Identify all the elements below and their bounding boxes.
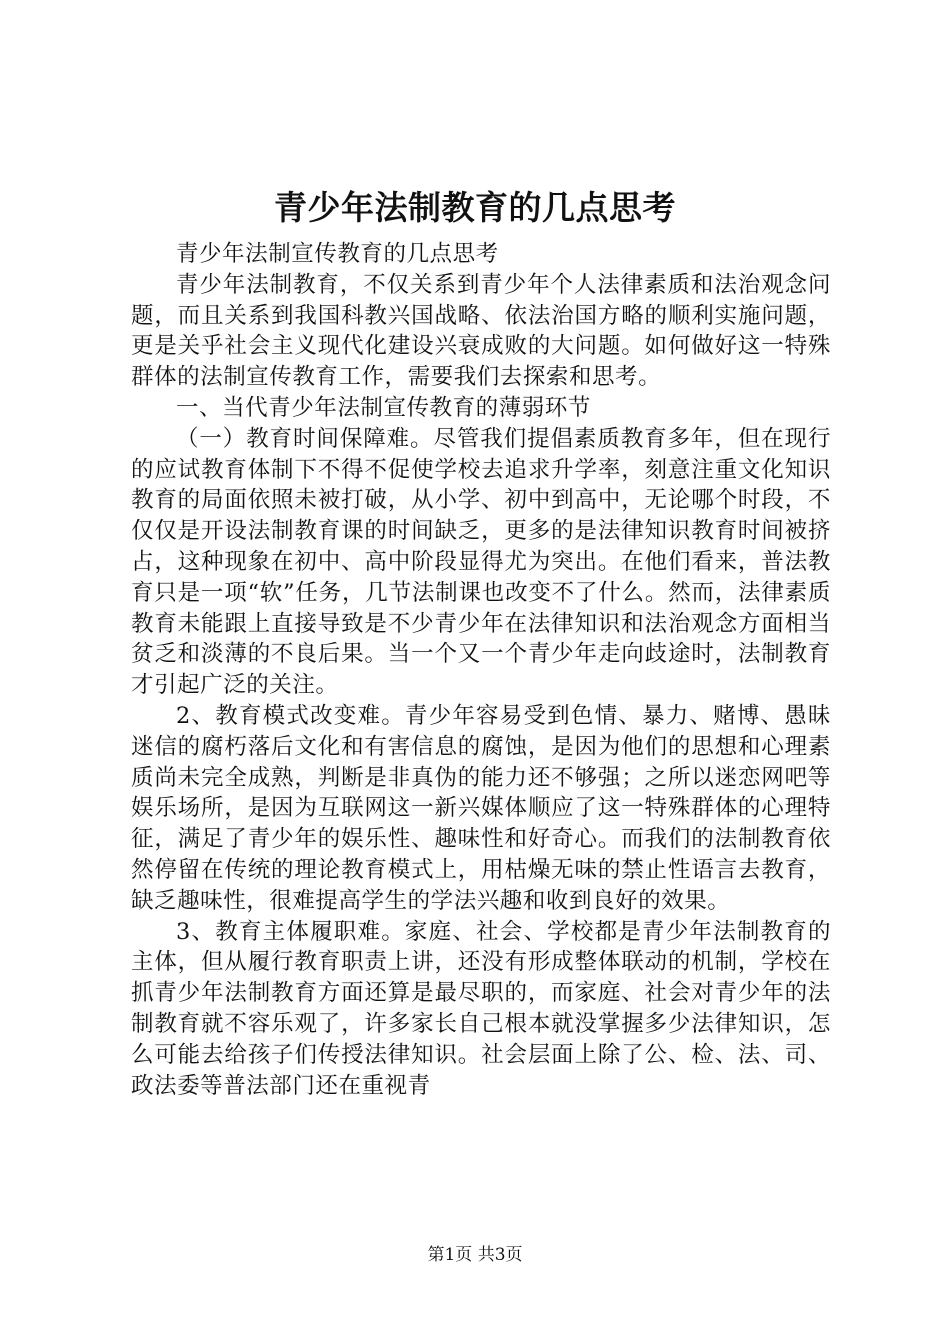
document-body <box>131 239 831 1101</box>
paragraph-point-1: （一）教育时间保障难。尽管我们提倡素质教育多年，但在现行的应试教育体制下不得不促使学校去追求升学率，刻意注重文化知识教育的局面依照未被打破，从小学、初中到高中，无论哪个时段，不仅仅是开设法制教育课的时间缺乏，更多的是法律知识教育时间被挤占，这种现象在初中、高中阶段显得尤为突出。在他们看来，普法教育只是一项“软”任务，几节法制课也改变不了什么。然而，法律素质教育未能跟上直接导致是不少青少年在法律知识和法治观念方面相当贫乏和淡薄的不良后果。当一个又一个青少年走向歧途时，法制教育才引起广泛的关注。 <box>131 425 831 699</box>
paragraph-intro: 青少年法制教育，不仅关系到青少年个人法律素质和法治观念问题，而且关系到我国科教兴国战略、依法治国方略的顺利实施问题，更是关乎社会主义现代化建设兴衰成败的大问题。如何做好这一特殊群体的法制宣传教育工作，需要我们去探索和思考。 <box>131 271 831 391</box>
paragraph-point-3: 3、教育主体履职难。家庭、社会、学校都是青少年法制教育的主体，但从履行教育职责上讲，还没有形成整体联动的机制，学校在抓青少年法制教育方面还算是最尽职的，而家庭、社会对青少年的法制教育就不容乐观了，许多家长自己根本就没掌握多少法律知识，怎么可能去给孩子们传授法律知识。社会层面上除了公、检、法、司、政法委等普法部门还在重视青 <box>131 918 831 1099</box>
document-title: 青少年法制教育的几点思考 <box>274 188 676 227</box>
paragraph-subtitle: 青少年法制宣传教育的几点思考 <box>176 241 499 267</box>
paragraph-point-2: 2、教育模式改变难。青少年容易受到色情、暴力、赌博、愚昧迷信的腐朽落后文化和有害信息的腐蚀，是因为他们的思想和心理素质尚未完全成熟，判断是非真伪的能力还不够强；之所以迷恋网吧等娱乐场所，是因为互联网这一新兴媒体顺应了这一特殊群体的心理特征，满足了青少年的娱乐性、趣味性和好奇心。而我们的法制教育依然停留在传统的理论教育模式上，用枯燥无味的禁止性语言去教育，缺乏趣味性，很难提高学生的学法兴趣和收到良好的效果。 <box>131 702 831 914</box>
section-heading: 一、当代青少年法制宣传教育的薄弱环节 <box>176 394 591 421</box>
page-footer: 第1页 共3页 <box>427 1245 523 1265</box>
